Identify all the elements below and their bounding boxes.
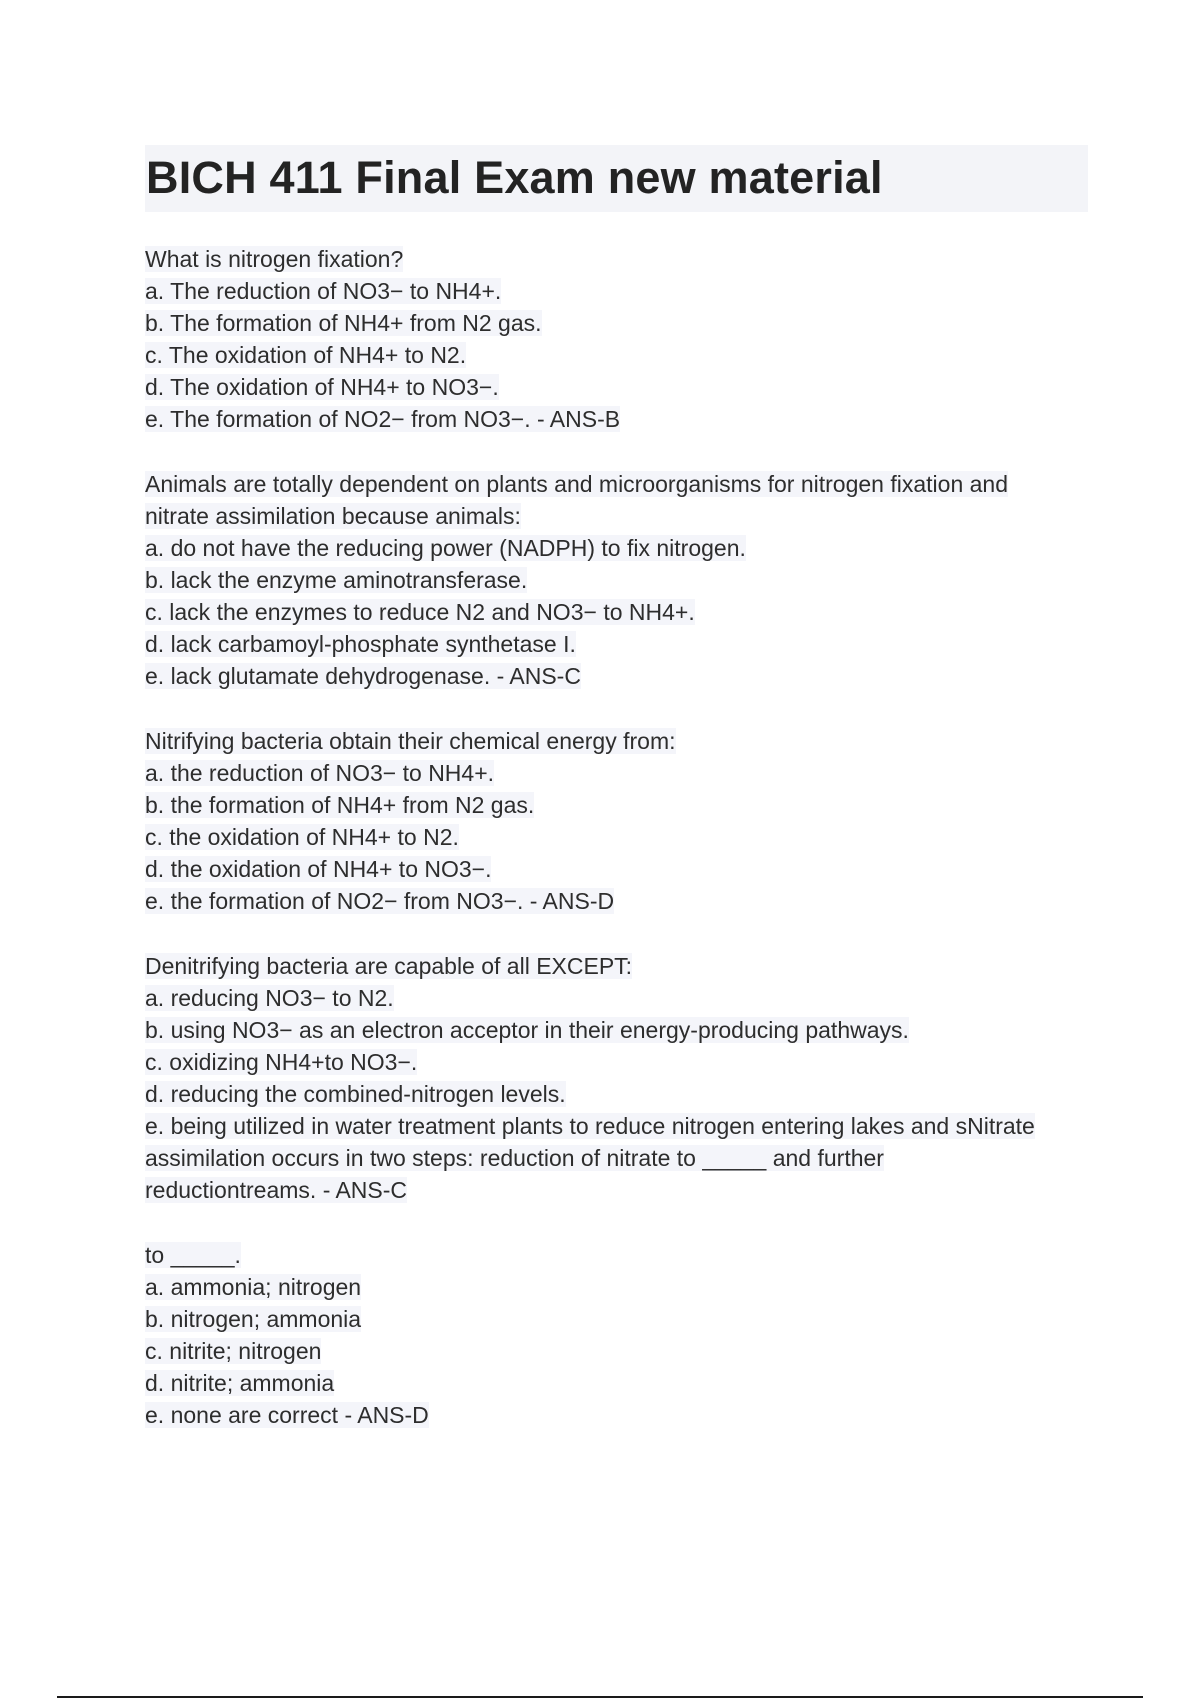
answer-line <box>145 1046 1090 1078</box>
line-text: Denitrifying bacteria are capable of all EXCEPT: <box>145 953 633 979</box>
line-text: to _____. <box>145 1242 241 1268</box>
line-text: a. the reduction of NO3− to NH4+. <box>145 760 495 786</box>
answer-line <box>145 1335 1090 1367</box>
line-text: b. The formation of NH4+ from N2 gas. <box>145 310 542 336</box>
line-text: e. The formation of NO2− from NO3−. - ANS-B <box>145 406 621 432</box>
answer-line <box>145 1303 1090 1335</box>
line-text: b. lack the enzyme aminotransferase. <box>145 567 528 593</box>
question-block <box>145 243 1090 435</box>
line-text: Nitrifying bacteria obtain their chemical energy from: <box>145 728 676 754</box>
answer-line <box>145 757 1090 789</box>
question-block <box>145 725 1090 917</box>
line-text: c. The oxidation of NH4+ to N2. <box>145 342 467 368</box>
line-text: c. lack the enzymes to reduce N2 and NO3− to NH4+. <box>145 599 695 625</box>
line-text: a. do not have the reducing power (NADPH) to fix nitrogen. <box>145 535 746 561</box>
answer-line <box>145 1078 1090 1110</box>
line-text: b. nitrogen; ammonia <box>145 1306 362 1332</box>
answer-line <box>145 1399 1090 1431</box>
answer-line <box>145 885 1090 917</box>
answer-line <box>145 307 1090 339</box>
answer-line <box>145 821 1090 853</box>
line-text: d. lack carbamoyl-phosphate synthetase I. <box>145 631 576 657</box>
line-text: assimilation occurs in two steps: reduction of nitrate to _____ and further <box>145 1145 884 1171</box>
answer-line <box>145 1014 1090 1046</box>
line-text: What is nitrogen fixation? <box>145 246 404 272</box>
line-text: e. none are correct - ANS-D <box>145 1402 429 1428</box>
line-text: a. reducing NO3− to N2. <box>145 985 394 1011</box>
question-text <box>145 725 1090 757</box>
answer-line <box>145 596 1090 628</box>
line-text: a. The reduction of NO3− to NH4+. <box>145 278 502 304</box>
answer-line <box>145 339 1090 371</box>
page-title: BICH 411 Final Exam new material <box>146 152 883 203</box>
line-text: c. nitrite; nitrogen <box>145 1338 322 1364</box>
line-text: e. lack glutamate dehydrogenase. - ANS-C <box>145 663 581 689</box>
line-text: d. The oxidation of NH4+ to NO3−. <box>145 374 499 400</box>
line-text: e. the formation of NO2− from NO3−. - ANS-D <box>145 888 615 914</box>
question-text <box>145 243 1090 275</box>
line-text: c. oxidizing NH4+to NO3−. <box>145 1049 418 1075</box>
line-text: b. using NO3− as an electron acceptor in their energy-producing pathways. <box>145 1017 909 1043</box>
line-text: reductiontreams. - ANS-C <box>145 1177 408 1203</box>
line-text: Animals are totally dependent on plants and microorganisms for nitrogen fixation and <box>145 471 1008 497</box>
answer-line <box>145 1174 1090 1206</box>
line-text: d. the oxidation of NH4+ to NO3−. <box>145 856 492 882</box>
answer-line <box>145 1271 1090 1303</box>
line-text: c. the oxidation of NH4+ to N2. <box>145 824 459 850</box>
answer-line <box>145 275 1090 307</box>
line-text: d. reducing the combined-nitrogen levels. <box>145 1081 566 1107</box>
answer-line <box>145 982 1090 1014</box>
footer-divider <box>57 1696 1143 1698</box>
question-block <box>145 468 1090 692</box>
answer-line <box>145 371 1090 403</box>
answer-line <box>145 500 1090 532</box>
question-list <box>145 243 1090 1464</box>
line-text: a. ammonia; nitrogen <box>145 1274 362 1300</box>
line-text: b. the formation of NH4+ from N2 gas. <box>145 792 535 818</box>
line-text: e. being utilized in water treatment plants to reduce nitrogen entering lakes and sNitrate <box>145 1113 1035 1139</box>
answer-line <box>145 853 1090 885</box>
answer-line <box>145 660 1090 692</box>
answer-line <box>145 628 1090 660</box>
question-block <box>145 950 1090 1206</box>
answer-line <box>145 403 1090 435</box>
answer-line <box>145 532 1090 564</box>
answer-line <box>145 1142 1090 1174</box>
answer-line <box>145 564 1090 596</box>
question-block <box>145 1239 1090 1431</box>
answer-line <box>145 1110 1090 1142</box>
line-text: nitrate assimilation because animals: <box>145 503 521 529</box>
question-text <box>145 468 1090 500</box>
question-text <box>145 950 1090 982</box>
question-text <box>145 1239 1090 1271</box>
answer-line <box>145 789 1090 821</box>
answer-line <box>145 1367 1090 1399</box>
line-text: d. nitrite; ammonia <box>145 1370 335 1396</box>
